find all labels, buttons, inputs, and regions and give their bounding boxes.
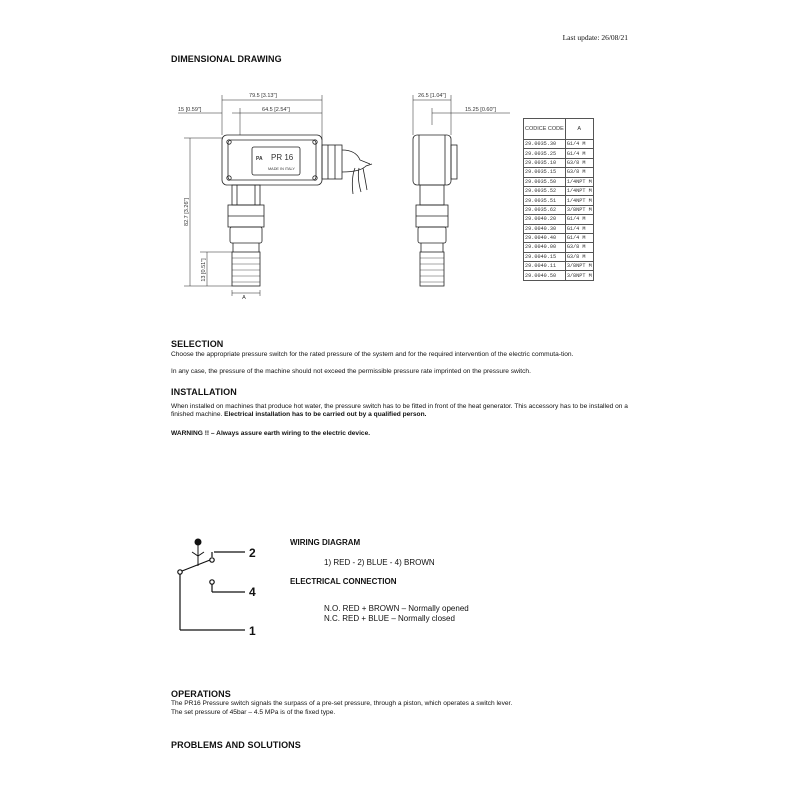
terminal-1-label: 1 <box>249 624 256 638</box>
dim-height-thread: 13 [0.51"] <box>201 258 207 282</box>
nameplate-logo: PA <box>256 156 263 162</box>
dim-body-length: 64.5 [2.54"] <box>262 107 290 113</box>
table-row: 29.0035.62 3/8NPT M <box>525 206 592 213</box>
operations-title: OPERATIONS <box>171 689 231 699</box>
table-row: 29.0040.40 G1/4 M <box>524 233 594 242</box>
terminal-4-label: 4 <box>249 585 256 599</box>
dim-side-offset: 15.25 [0.60"] <box>465 107 497 113</box>
table-row: 29.0035.25 G1/4 M <box>524 149 594 158</box>
problems-title: PROBLEMS AND SOLUTIONS <box>171 740 301 750</box>
table-row: 29.0035.10 G3/8 M <box>524 158 594 167</box>
table-row: 29.0035.15 G3/8 M <box>524 168 594 177</box>
installation-bold-text: Electrical installation has to be carried out by a qualified person. <box>224 411 427 419</box>
installation-title: INSTALLATION <box>171 387 237 397</box>
dim-height-total: 82.7 [3.26"] <box>184 198 190 226</box>
normally-opened-text: N.O. RED + BROWN – Normally opened <box>324 604 469 613</box>
operations-paragraph-1: The PR16 Pressure switch signals the surpass of a pre-set pressure, through a piston, which operates a switch lever. <box>171 700 513 707</box>
wiring-colors: 1) RED - 2) BLUE - 4) BROWN <box>324 558 435 567</box>
terminal-2-label: 2 <box>249 546 256 560</box>
nameplate-origin: MADE IN ITALY <box>268 167 295 171</box>
table-row: 29.0035.30 G1/4 M <box>524 140 594 149</box>
table-row: 29.0040.00 G3/8 M <box>524 243 594 252</box>
selection-paragraph-2: In any case, the pressure of the machine should not exceed the permissible pressure rate imprinted on the pressure switch. <box>171 368 531 375</box>
code-table-header-a: A <box>565 119 593 140</box>
electrical-connection-title: ELECTRICAL CONNECTION <box>290 577 397 586</box>
normally-closed-text: N.C. RED + BLUE – Normally closed <box>324 614 455 623</box>
earth-warning: WARNING !! – Always assure earth wiring to the electric device. <box>171 430 371 437</box>
table-row: 29.0040.30 G1/4 M <box>524 224 594 233</box>
table-row: 29.0035.51 1/4NPT M <box>525 197 592 204</box>
table-row: 29.0040.20 G1/4 M <box>524 215 594 224</box>
last-update: Last update: 26/08/21 <box>562 33 628 42</box>
dim-offset-left: 15 [0.59"] <box>178 107 202 113</box>
selection-paragraph-1: Choose the appropriate pressure switch for the rated pressure of the system and for the required intervention of the electric commuta-tion. <box>171 351 574 358</box>
table-row: 29.0040.50 3/8NPT M <box>525 272 592 279</box>
installation-text: When installed on machines that produce hot water, the pressure switch has to be fitted in front of the heat generator. This accessory has to be installed on a finished machine. <box>171 403 628 419</box>
dim-total-length: 79.5 [3.13"] <box>249 93 277 99</box>
operations-paragraph-2: The set pressure of 45bar – 4.5 MPa is of the fixed type. <box>171 709 336 716</box>
nameplate-model: PR 16 <box>271 153 294 162</box>
table-row: 29.0040.15 G3/8 M <box>524 252 594 261</box>
dim-a-front: A <box>242 295 246 301</box>
dim-side-width: 26.5 [1.04"] <box>418 93 446 99</box>
selection-title: SELECTION <box>171 339 224 349</box>
table-row: 29.0035.52 1/4NPT M <box>525 188 592 195</box>
code-table-header-code: CODICE CODE <box>524 119 566 140</box>
table-row: 29.0040.11 3/8NPT M <box>525 263 592 270</box>
dimensional-drawing-title: DIMENSIONAL DRAWING <box>171 54 282 64</box>
table-row: 29.0035.50 1/4NPT M <box>525 178 592 185</box>
wiring-diagram-title: WIRING DIAGRAM <box>290 538 361 547</box>
